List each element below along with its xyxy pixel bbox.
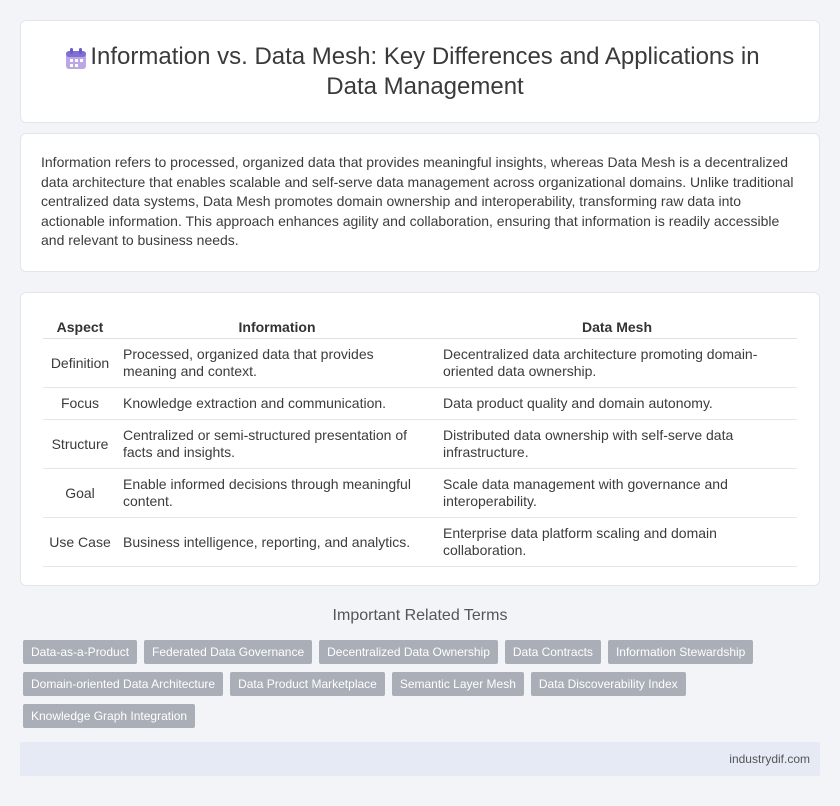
table-row [43, 388, 797, 420]
row-aspect: Definition [43, 339, 117, 388]
row-aspect: Goal [43, 469, 117, 518]
row-information: Enable informed decisions through meaningful content. [117, 469, 437, 518]
related-term-tag[interactable]: Data Product Marketplace [230, 672, 385, 696]
row-data-mesh: Enterprise data platform scaling and domain collaboration. [437, 518, 797, 567]
page-title: Information vs. Data Mesh: Key Differences and Applications in Data Management [90, 42, 760, 100]
row-information: Processed, organized data that provides meaning and context. [117, 339, 437, 388]
table-row [43, 420, 797, 469]
row-data-mesh: Decentralized data architecture promoting domain-oriented data ownership. [437, 339, 797, 388]
row-information: Centralized or semi-structured presentation of facts and insights. [117, 420, 437, 469]
row-data-mesh: Distributed data ownership with self-serve data infrastructure. [437, 420, 797, 469]
row-data-mesh: Scale data management with governance and interoperability. [437, 469, 797, 518]
table-header-row [43, 313, 797, 339]
related-term-tag[interactable]: Semantic Layer Mesh [392, 672, 524, 696]
intro-card [20, 133, 820, 272]
related-term-tag[interactable]: Domain-oriented Data Architecture [23, 672, 223, 696]
table-row [43, 339, 797, 388]
row-information: Business intelligence, reporting, and analytics. [117, 518, 437, 567]
footer-site-link[interactable]: industrydif.com [729, 752, 810, 766]
related-term-tag[interactable]: Knowledge Graph Integration [23, 704, 195, 728]
header-data-mesh: Data Mesh [437, 313, 797, 339]
table-row [43, 469, 797, 518]
header-aspect: Aspect [43, 313, 117, 339]
row-information: Knowledge extraction and communication. [117, 388, 437, 420]
header-information: Information [117, 313, 437, 339]
comparison-table-card [20, 292, 820, 586]
related-terms-title: Important Related Terms [332, 607, 508, 624]
comparison-table [43, 313, 797, 567]
related-term-tag[interactable]: Information Stewardship [608, 640, 753, 664]
footer [20, 742, 820, 776]
row-aspect: Use Case [43, 518, 117, 567]
row-aspect: Focus [43, 388, 117, 420]
related-term-tag[interactable]: Decentralized Data Ownership [319, 640, 498, 664]
related-term-tag[interactable]: Data Contracts [505, 640, 601, 664]
intro-paragraph: Information refers to processed, organized data that provides meaningful insights, whereas Data Mesh is a decentralized data architecture that enables scalable and self-serve data management across organizational domains. Unlike traditional centralized data systems, Data Mesh promotes domain ownership and interoperability, transforming raw data into actionable information. This approach enhances agility and collaboration, ensuring that information is readily accessible and relevant to business needs. [41, 154, 794, 248]
table-row [43, 518, 797, 567]
related-term-tag[interactable]: Data Discoverability Index [531, 672, 686, 696]
header-card [20, 20, 820, 123]
related-term-tag[interactable]: Data-as-a-Product [23, 640, 137, 664]
related-term-tag[interactable]: Federated Data Governance [144, 640, 312, 664]
row-data-mesh: Data product quality and domain autonomy. [437, 388, 797, 420]
row-aspect: Structure [43, 420, 117, 469]
related-terms-list [23, 640, 813, 728]
